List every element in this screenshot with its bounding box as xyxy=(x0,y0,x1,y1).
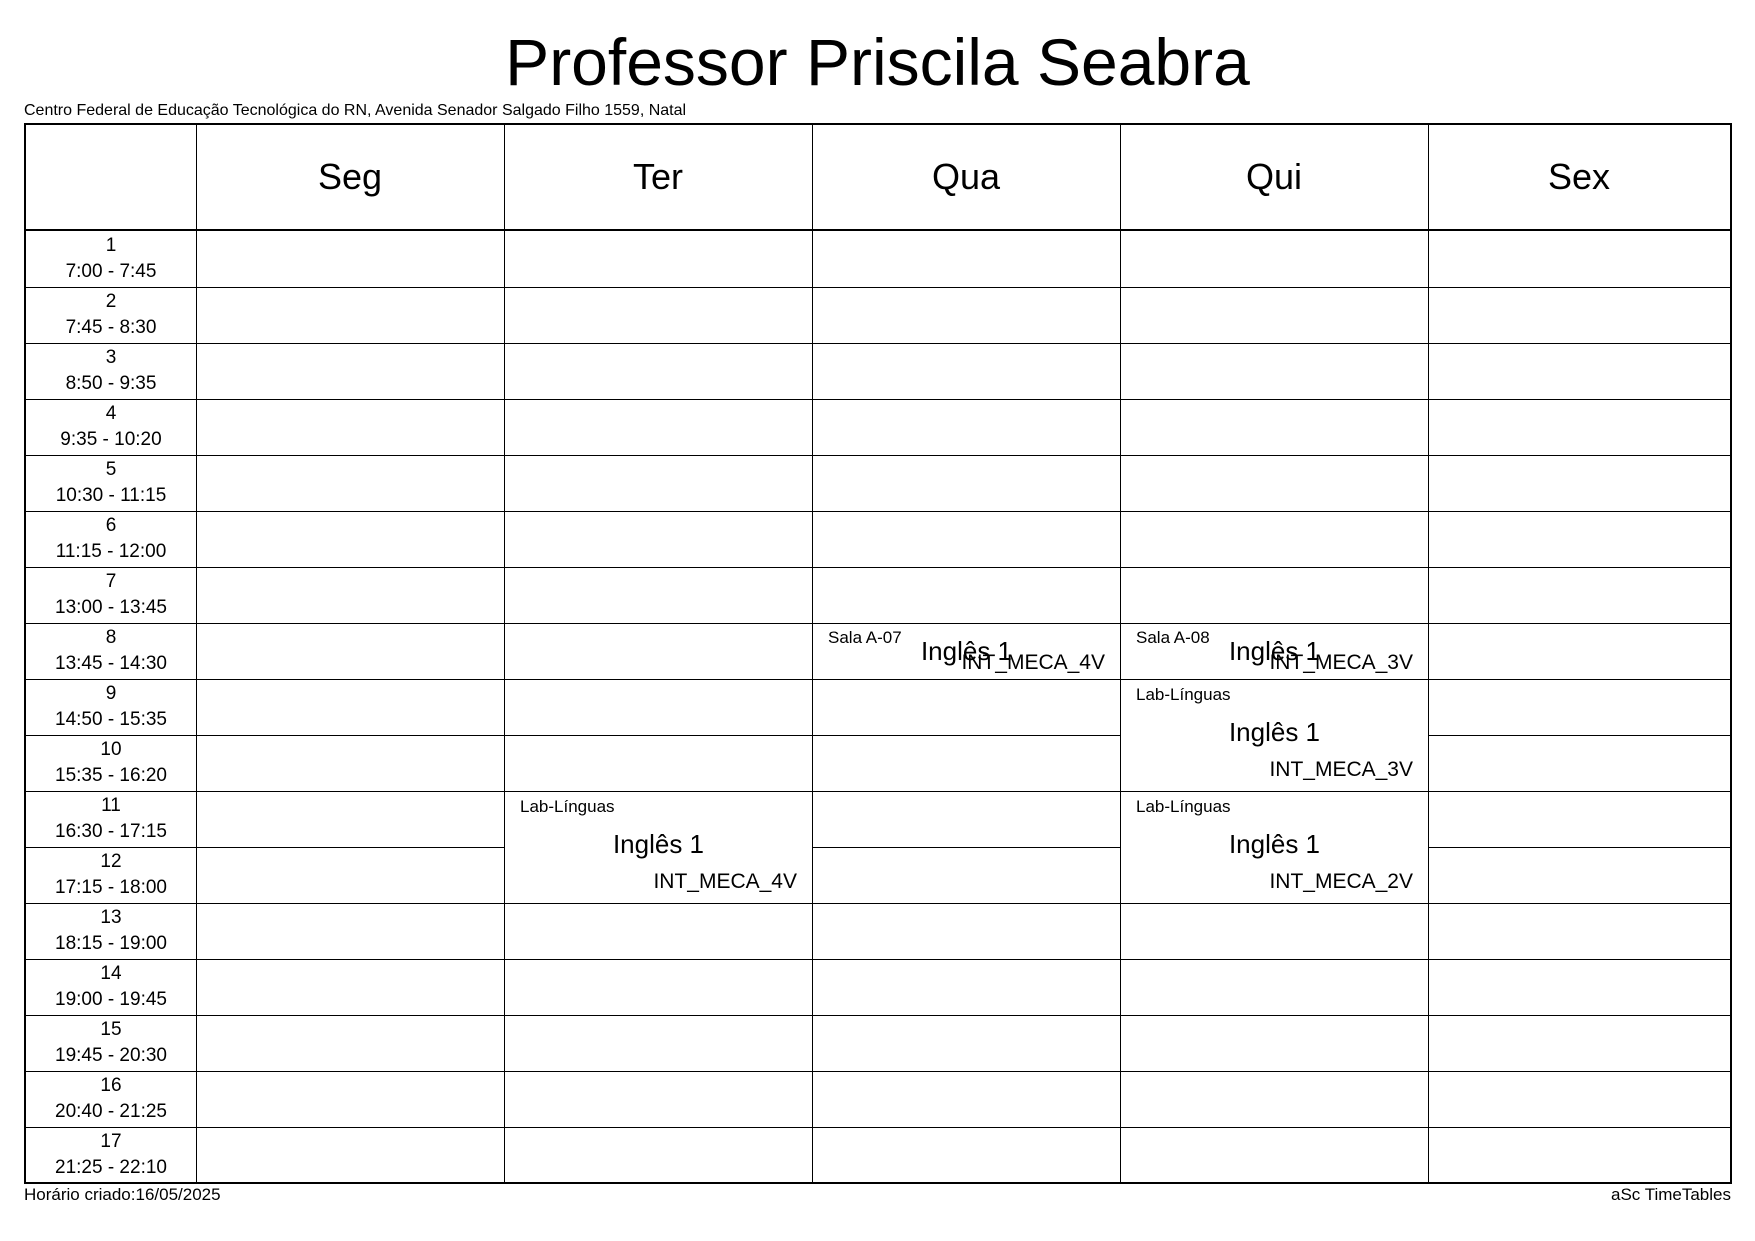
row-divider xyxy=(26,735,1730,736)
day-header: Qua xyxy=(931,156,1001,197)
column-divider xyxy=(504,125,505,1182)
period-label xyxy=(26,1071,196,1127)
period-label xyxy=(26,343,196,399)
lesson-card[interactable] xyxy=(1121,792,1428,903)
lesson-subject: Inglês 1 xyxy=(1228,717,1321,747)
period-label xyxy=(26,1015,196,1071)
period-label xyxy=(26,1127,196,1183)
timetable-grid xyxy=(24,123,1732,1184)
column-divider xyxy=(196,125,197,1182)
lesson-card[interactable] xyxy=(813,624,1120,679)
row-divider xyxy=(26,455,1730,456)
lesson-room: Sala A-08 xyxy=(1136,628,1210,647)
lesson-room: Lab-Línguas xyxy=(1136,685,1231,704)
row-divider xyxy=(26,567,1730,568)
period-number: 13 xyxy=(100,907,122,928)
lesson-subject: Inglês 1 xyxy=(920,636,1013,666)
period-time: 9:35 - 10:20 xyxy=(60,429,162,450)
created-date: Horário criado:16/05/2025 xyxy=(24,1185,221,1204)
period-time: 15:35 - 16:20 xyxy=(55,765,167,786)
period-time: 17:15 - 18:00 xyxy=(55,877,167,898)
period-time: 13:00 - 13:45 xyxy=(55,597,167,618)
row-divider xyxy=(26,959,1730,960)
period-label xyxy=(26,287,196,343)
period-number: 4 xyxy=(105,403,117,424)
period-time: 18:15 - 19:00 xyxy=(55,933,167,954)
lesson-class: INT_MECA_3V xyxy=(1269,758,1413,781)
period-label xyxy=(26,903,196,959)
day-header: Seg xyxy=(317,156,383,197)
period-time: 14:50 - 15:35 xyxy=(55,709,167,730)
header-divider xyxy=(26,229,1730,231)
period-number: 3 xyxy=(105,347,117,368)
lesson-room: Lab-Línguas xyxy=(520,797,615,816)
period-label xyxy=(26,847,196,903)
period-number: 11 xyxy=(101,795,121,816)
lesson-room: Sala A-07 xyxy=(828,628,902,647)
lesson-card[interactable] xyxy=(1121,624,1428,679)
row-divider xyxy=(26,511,1730,512)
lesson-class: INT_MECA_3V xyxy=(1269,651,1413,674)
school-address: Centro Federal de Educação Tecnológica do RN, Avenida Senador Salgado Filho 1559, Natal xyxy=(24,102,687,119)
lesson-subject: Inglês 1 xyxy=(1228,829,1321,859)
period-number: 8 xyxy=(105,627,117,648)
period-label xyxy=(26,791,196,847)
lesson-class: INT_MECA_4V xyxy=(653,870,797,893)
period-time: 20:40 - 21:25 xyxy=(55,1101,167,1122)
lesson-subject: Inglês 1 xyxy=(612,829,705,859)
day-header: Sex xyxy=(1547,156,1611,197)
day-header: Ter xyxy=(632,156,683,197)
row-divider xyxy=(26,399,1730,400)
period-time: 10:30 - 11:15 xyxy=(55,485,167,506)
period-label xyxy=(26,455,196,511)
column-divider xyxy=(1428,125,1429,1182)
row-divider xyxy=(26,343,1730,344)
period-label xyxy=(26,679,196,735)
period-label xyxy=(26,959,196,1015)
period-number: 10 xyxy=(100,739,122,760)
lesson-card[interactable] xyxy=(505,792,812,903)
period-number: 5 xyxy=(105,459,117,480)
period-time: 7:00 - 7:45 xyxy=(65,261,157,282)
row-divider xyxy=(26,903,1730,904)
period-time: 19:00 - 19:45 xyxy=(55,989,167,1010)
period-time: 8:50 - 9:35 xyxy=(65,373,157,394)
period-time: 19:45 - 20:30 xyxy=(55,1045,167,1066)
period-label xyxy=(26,735,196,791)
row-divider xyxy=(26,1071,1730,1072)
period-label xyxy=(26,399,196,455)
period-time: 21:25 - 22:10 xyxy=(55,1157,167,1178)
period-label xyxy=(26,511,196,567)
period-time: 13:45 - 14:30 xyxy=(55,653,167,674)
period-number: 1 xyxy=(105,235,117,256)
page-title: Professor Priscila Seabra xyxy=(505,25,1250,99)
lesson-card[interactable] xyxy=(1121,680,1428,791)
generator-name: aSc TimeTables xyxy=(1611,1185,1731,1204)
row-divider xyxy=(26,287,1730,288)
period-number: 9 xyxy=(105,683,117,704)
period-time: 16:30 - 17:15 xyxy=(55,821,167,842)
lesson-class: INT_MECA_4V xyxy=(961,651,1105,674)
lesson-class: INT_MECA_2V xyxy=(1269,870,1413,893)
period-number: 15 xyxy=(100,1019,122,1040)
period-number: 7 xyxy=(105,571,117,592)
period-number: 16 xyxy=(100,1075,122,1096)
lesson-subject: Inglês 1 xyxy=(1228,636,1321,666)
period-number: 17 xyxy=(100,1131,122,1152)
period-time: 7:45 - 8:30 xyxy=(65,317,157,338)
period-time: 11:15 - 12:00 xyxy=(55,541,167,562)
day-header: Qui xyxy=(1245,156,1303,197)
lesson-room: Lab-Línguas xyxy=(1136,797,1231,816)
period-label xyxy=(26,623,196,679)
row-divider xyxy=(26,1127,1730,1128)
row-divider xyxy=(26,1015,1730,1016)
period-label xyxy=(26,567,196,623)
period-number: 14 xyxy=(100,963,122,984)
row-divider xyxy=(26,847,1730,848)
period-number: 6 xyxy=(105,515,117,536)
period-label xyxy=(26,231,196,287)
row-divider xyxy=(26,791,1730,792)
period-number: 2 xyxy=(105,291,117,312)
period-number: 12 xyxy=(100,851,122,872)
row-divider xyxy=(26,679,1730,680)
